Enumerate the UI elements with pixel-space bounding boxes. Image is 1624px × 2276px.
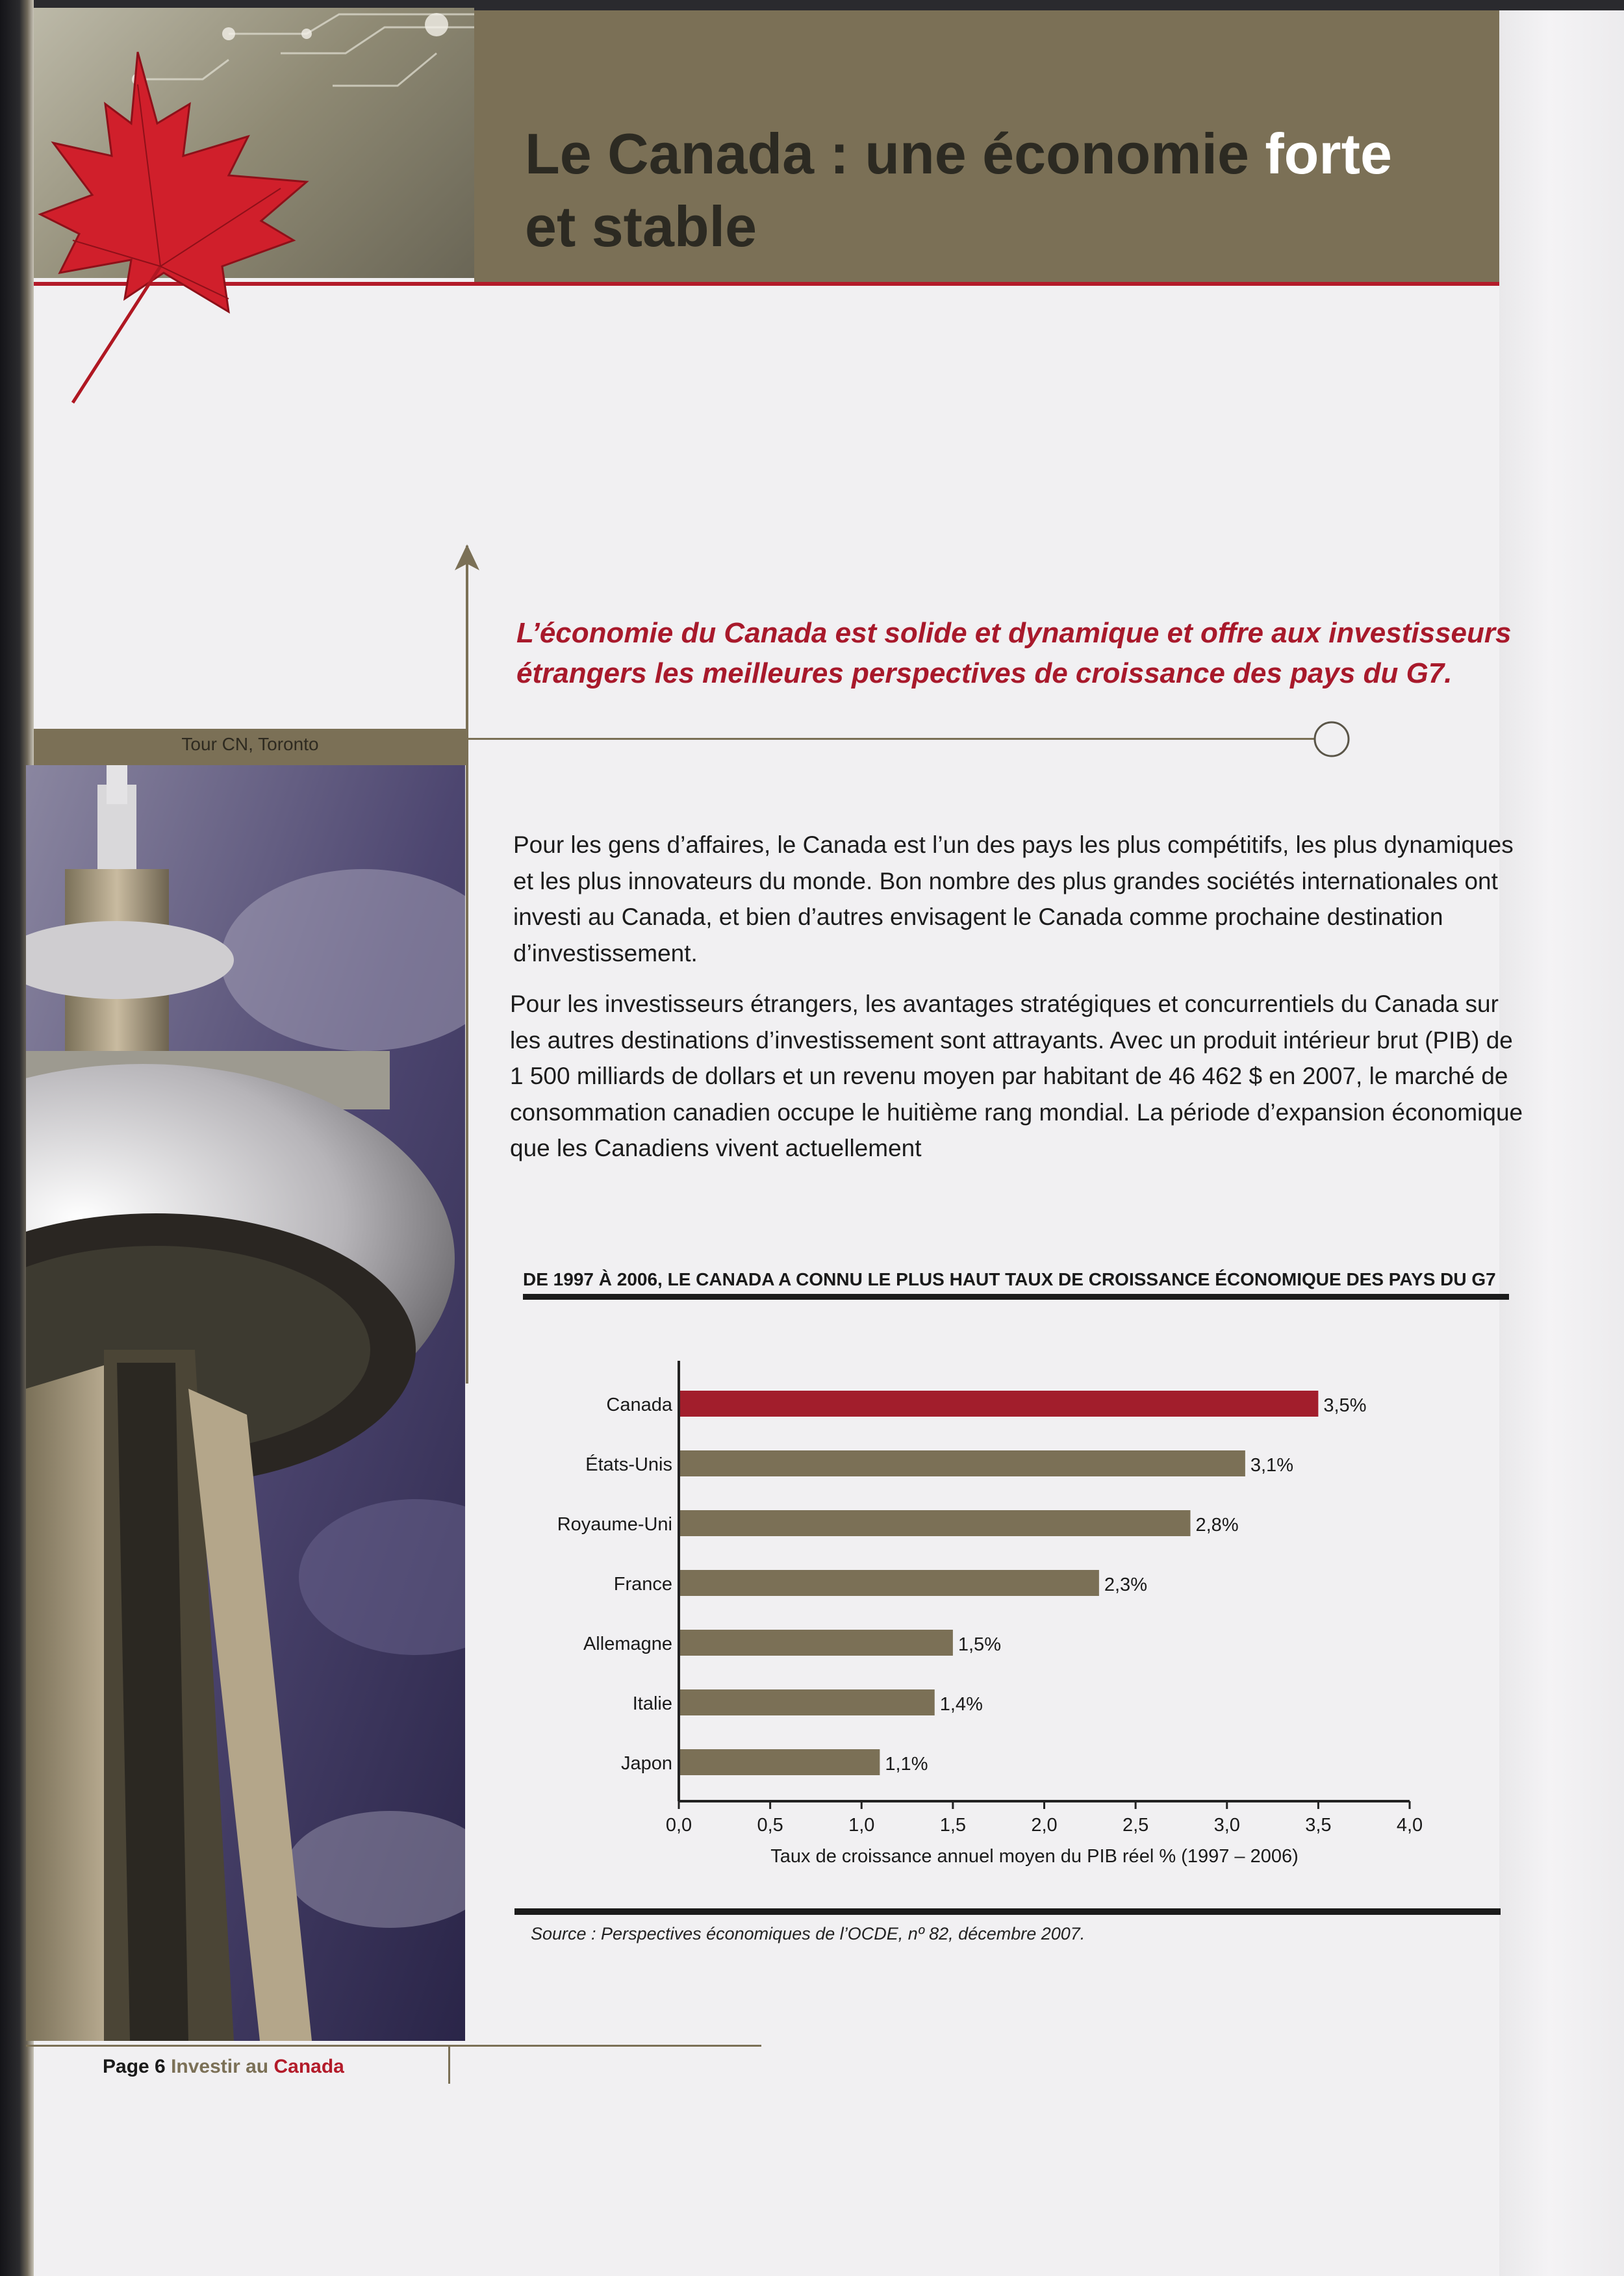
bar-3 — [679, 1570, 1099, 1596]
chart-top-rule — [523, 1294, 1509, 1300]
footer — [103, 2056, 344, 2078]
x-tick-label-3: 1,5 — [939, 1815, 967, 1836]
value-label-1: 3,1% — [1250, 1455, 1293, 1476]
value-label-4: 1,5% — [958, 1634, 1001, 1655]
page-number: Page 6 — [103, 2056, 166, 2077]
timeline-circle-icon — [1312, 721, 1351, 760]
value-label-6: 1,1% — [885, 1754, 928, 1775]
x-tick-label-4: 2,0 — [1031, 1815, 1058, 1836]
x-tick-label-6: 3,0 — [1213, 1815, 1240, 1836]
x-axis-label: Taux de croissance annuel moyen du PIB réel % (1997 – 2006) — [770, 1846, 1299, 1867]
page-title-line2: et stable — [525, 194, 757, 259]
category-label-0: Canada — [606, 1395, 672, 1415]
bar-1 — [679, 1450, 1245, 1476]
cn-tower-photo — [26, 765, 465, 2041]
category-label-2: Royaume-Uni — [557, 1514, 672, 1535]
maple-leaf-icon — [34, 26, 320, 416]
x-tick-label-0: 0,0 — [665, 1815, 692, 1836]
bar-6 — [679, 1749, 880, 1775]
bar-5 — [679, 1689, 935, 1715]
bar-chart — [520, 1361, 1429, 1867]
bar-4 — [679, 1630, 953, 1656]
timeline-rule — [466, 738, 1315, 740]
intro-text: L’économie du Canada est solide et dynamique et offre aux investisseurs étrangers les meilleures perspectives de croissance des pays du G7. — [516, 617, 1512, 689]
chart-bottom-rule — [514, 1908, 1501, 1915]
category-label-3: France — [613, 1574, 672, 1595]
body-paragraph-2: Pour les investisseurs étrangers, les avantages stratégiques et concurrentiels du Canada sur les autres destinations d’investissement sont attrayants. Avec un produit intérieur brut (PIB) de 1 500 milliards de dollars et un revenu moyen par habitant de 46 462 $ en 2007, le marché de consommation canadien occupe le huitième rang mondial. La période d’expansion économique que les Canadiens vivent actuellement — [510, 991, 1523, 1161]
x-tick-label-7: 3,5 — [1305, 1815, 1332, 1836]
value-label-2: 2,8% — [1195, 1515, 1239, 1536]
vertical-arrow-line — [466, 546, 468, 1384]
x-tick-label-5: 2,5 — [1122, 1815, 1149, 1836]
page-title-line1 — [525, 121, 1392, 187]
category-label-5: Italie — [632, 1693, 672, 1714]
photo-caption: Tour CN, Toronto — [181, 734, 319, 754]
category-label-4: Allemagne — [583, 1634, 672, 1654]
source-note: Source : Perspectives économiques de l’OCDE, nº 82, décembre 2007. — [531, 1924, 1085, 1943]
footer-invest: Investir au — [171, 2056, 269, 2077]
footer-rule — [26, 2045, 761, 2047]
bar-2 — [679, 1510, 1191, 1536]
x-tick-label-1: 0,5 — [757, 1815, 783, 1836]
value-label-0: 3,5% — [1323, 1395, 1367, 1416]
bar-0 — [679, 1391, 1318, 1417]
value-label-5: 1,4% — [939, 1694, 983, 1715]
footer-tick — [448, 2045, 450, 2084]
title-text: Le Canada : une économie — [525, 121, 1265, 186]
category-label-1: États-Unis — [585, 1454, 672, 1475]
body-paragraph-1: Pour les gens d’affaires, le Canada est l’un des pays les plus compétitifs, les plus dynamiques et les plus innovateurs du monde. Bon nombre des plus grandes sociétés internationales ont investi au Canada, et bien d’autres envisagent le Canada comme prochaine destination d’investissement. — [513, 831, 1514, 967]
chart-title: DE 1997 À 2006, LE CANADA A CONNU LE PLUS HAUT TAUX DE CROISSANCE ÉCONOMIQUE DES PAYS DU G7 — [523, 1269, 1496, 1289]
arrow-up-icon — [455, 544, 479, 570]
value-label-3: 2,3% — [1104, 1574, 1147, 1595]
footer-canada: Canada — [273, 2056, 344, 2077]
title-accent: forte — [1265, 121, 1392, 186]
x-tick-label-8: 4,0 — [1396, 1815, 1423, 1836]
x-tick-label-2: 1,0 — [848, 1815, 875, 1836]
category-label-6: Japon — [620, 1753, 672, 1774]
